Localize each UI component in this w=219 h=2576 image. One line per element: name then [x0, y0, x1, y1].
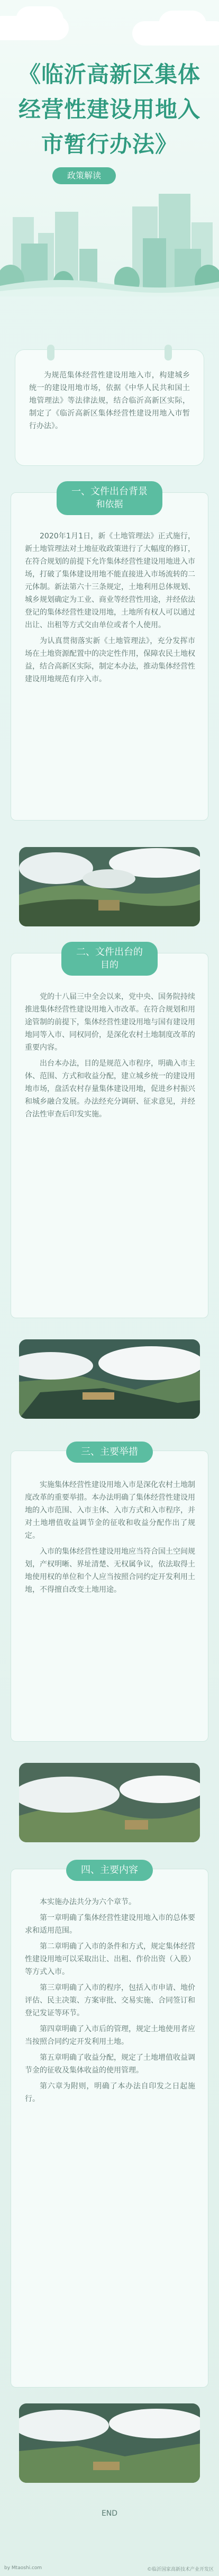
intro-card — [15, 349, 204, 466]
section-paragraph: 出台本办法，目的是规范入市程序，明确入市主体、范围、方式和收益分配，建立城乡统一的建设用地市场，盘活农村存量集体建设用地，促进乡村振兴和城乡融合发展。办法经充分调研、征求意见，并经合法性审查后印发实施。 — [25, 1059, 195, 1119]
section-title: 四、主要内容 — [81, 1865, 138, 1876]
section-title: 一、文件出台背景 — [71, 486, 148, 497]
section-paragraph: 第五章明确了收益分配，规定了土地增值收益调节金的征收及集体收益的使用管理。 — [25, 2053, 195, 2075]
intro-paragraph: 为规范集体经营性建设用地入市，构建城乡统一的建设用地市场，依据《中华人民共和国土地管理法》等法律法规，结合临沂高新区实际，制定了《临沂高新区集体经营性建设用地入市暂行办法》。 — [29, 371, 190, 430]
section-paragraph: 入市的集体经营性建设用地应当符合国土空间规划，产权明晰、界址清楚、无权属争议，依法取得土地使用权的单位和个人应当按照合同约定开发利用土地，不得擅自改变土地用途。 — [25, 1547, 195, 1594]
cloud-decoration — [16, 6, 63, 33]
section-heading — [57, 481, 162, 515]
section-paragraph: 本实施办法共分为六个章节。 — [40, 1898, 136, 1906]
section-heading — [61, 942, 158, 976]
section-background — [11, 947, 208, 1318]
section-paragraph: 第六章为附则，明确了本办法自印发之日起施行。 — [25, 2082, 195, 2103]
cloud-decoration — [159, 11, 206, 38]
section-paragraph: 2020年1月1日，新《土地管理法》正式施行，新土地管理法对土地征收政策进行了大幅度的修订，在符合规划的前提下允许集体经营性建设用地进入市场，打破了集体建设用地不能直接进入市场流转的二元体制。新法第六十三条规定，土地利用总体规划、城乡规划确定为工业、商业等经营性用途，并经依法登记的集体经营性建设用地，土地所有权人可以通过出让、出租等方式交由单位或者个人使用。 — [25, 532, 195, 629]
section-heading — [66, 1860, 153, 1881]
page-title — [0, 57, 219, 162]
binder-tab — [165, 345, 172, 361]
end-text: END — [101, 2509, 118, 2518]
section-title: 二、文件出台的 — [76, 947, 143, 958]
section-background — [11, 1865, 208, 2388]
city-skyline-illustration — [0, 180, 219, 296]
title-line-1: 《临沂高新区集体 — [18, 61, 200, 87]
section-paragraph: 第四章明确了入市后的管理，规定土地使用者应当按照合同约定开发利用土地。 — [25, 2025, 195, 2046]
section-paragraph: 党的十八届三中全会以来，党中央、国务院持续推进集体经营性建设用地入市改革。在符合规划和用途管制的前提下，集体经营性建设用地与国有建设用地同等入市、同权同价，是深化农村土地制度改革的重要内容。 — [25, 993, 195, 1052]
end-mark — [0, 2509, 219, 2518]
policy-badge: 政策解读 — [52, 167, 116, 184]
aerial-photo — [19, 2403, 200, 2483]
aerial-photo — [19, 1763, 200, 1842]
section-background — [11, 486, 208, 821]
section-background — [11, 1446, 208, 1742]
title-line-3: 市暂行办法》 — [41, 131, 178, 157]
aerial-photo — [19, 847, 200, 926]
section-title: 三、主要举措 — [81, 1446, 138, 1457]
section-paragraph: 第二章明确了入市的条件和方式，规定集体经营性建设用地可以采取出让、出租、作价出资（入股）等方式入市。 — [25, 1942, 195, 1976]
section-subtitle: 目的 — [101, 960, 118, 970]
section-paragraph: 实施集体经营性建设用地入市是深化农村土地制度改革的重要举措。本办法明确了集体经营性建设用地的入市范围、入市主体、入市方式和入市程序，并对土地增值收益调节金的征收和收益分配作出了规定。 — [25, 1481, 195, 1540]
section-heading — [66, 1442, 153, 1463]
hero-banner — [0, 0, 219, 296]
section-paragraph: 第三章明确了入市的程序，包括入市申请、地价评估、民主决策、方案审批、交易实施、合同签订和登记发证等环节。 — [25, 1984, 195, 2017]
footer-source: ©临沂国家高新技术产业开发区 — [147, 2567, 214, 2572]
title-line-2: 经营性建设用地入 — [18, 96, 200, 122]
aerial-photo — [19, 1339, 200, 1419]
binder-tab — [47, 345, 54, 361]
section-paragraph: 第一章明确了集体经营性建设用地入市的总体要求和适用范围。 — [25, 1914, 195, 1935]
footer-credit: by Mtaoshi.com — [4, 2565, 42, 2571]
section-subtitle: 和依据 — [96, 499, 123, 510]
section-paragraph: 为认真贯彻落实新《土地管理法》，充分发挥市场在土地资源配置中的决定性作用，保障农民土地权益，结合高新区实际，制定本办法，推动集体经营性建设用地规范有序入市。 — [25, 637, 195, 683]
